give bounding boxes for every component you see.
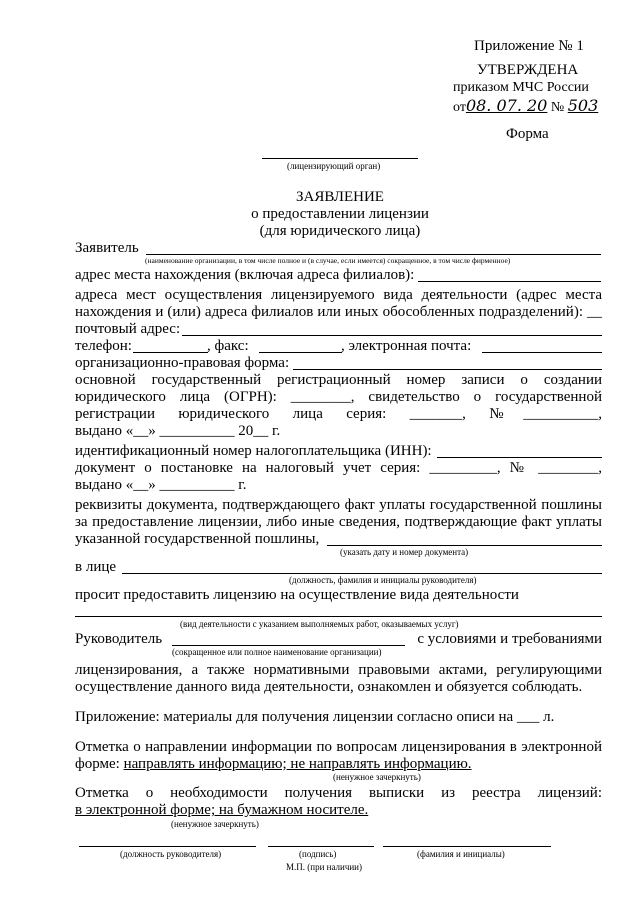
position-caption: (должность руководителя)	[120, 849, 222, 859]
mark1-options: направлять информацию; не направлять информацию.	[123, 756, 472, 772]
places-line-2: нахождения и (или) адреса филиалов или иных обособленных подразделений): __	[75, 304, 602, 320]
ogrn-line-3: регистрации юридического лица серия: _______, №__________,	[75, 406, 602, 422]
activity-line	[75, 616, 602, 617]
number-label: №	[550, 100, 565, 115]
mark1-prefix: форме:	[75, 756, 120, 772]
fee-line-3: указанной государственной пошлины,	[75, 531, 320, 547]
applicant-caption: (наименование организации, в том числе полное и (в случае, если имеется) сокращенное, в том числе фирменное)	[145, 256, 511, 265]
mark2-line-1: Отметка о необходимости получения выписки из реестра лицензий:	[75, 785, 602, 801]
places-line-1: адреса мест осуществления лицензируемого вида деятельности (адрес места	[75, 287, 602, 303]
request-text: просит предоставить лицензию на осуществление вида деятельности	[75, 587, 519, 603]
mark1-line-1: Отметка о направлении информации по вопросам лицензирования в электронной	[75, 739, 602, 755]
org-form-line	[293, 369, 602, 370]
mark2-caption: (ненужное зачеркнуть)	[171, 819, 259, 829]
fee-line-1: реквизиты документа, подтверждающего факт уплаты государственной пошлины	[75, 497, 602, 513]
order-date-line	[453, 97, 598, 116]
email-label: , электронная почта:	[341, 338, 472, 354]
document-subtitle-type: (для юридического лица)	[259, 223, 421, 239]
inn-label: идентификационный номер налогоплательщика (ИНН):	[75, 443, 432, 459]
phone-label: телефон:	[75, 338, 132, 354]
fee-caption: (указать дату и номер документа)	[340, 547, 469, 557]
postal-line	[182, 335, 602, 336]
name-caption: (фамилия и инициалы)	[417, 849, 505, 859]
appendix-label: Приложение № 1	[474, 38, 584, 54]
from-label: от	[453, 100, 466, 115]
authority-line	[262, 158, 418, 159]
tax-line-1: документ о постановке на налоговый учет серия: _________, № ________,	[75, 460, 602, 476]
head-caption: (сокращенное или полное наименование организации)	[172, 647, 382, 657]
fee-line	[327, 545, 602, 546]
ogrn-line-1: основной государственный регистрационный номер записи о создании	[75, 372, 602, 388]
org-form-label: организационно-правовая форма:	[75, 355, 290, 371]
person-line	[122, 573, 602, 574]
person-caption: (должность, фамилия и инициалы руководителя)	[289, 575, 477, 585]
seal-caption: М.П. (при наличии)	[286, 862, 362, 872]
approved-label: УТВЕРЖДЕНА	[477, 62, 579, 78]
applicant-label: Заявитель	[75, 240, 139, 256]
authority-caption: (лицензирующий орган)	[287, 161, 381, 171]
mark1-caption: (ненужное зачеркнуть)	[333, 772, 421, 782]
handwritten-date: 08. 07. 20	[465, 96, 548, 115]
order-label: приказом МЧС России	[453, 80, 589, 95]
head-line-3: осуществление данного вида деятельности, ознакомлен и обязуется соблюдать.	[75, 679, 583, 695]
person-label: в лице	[75, 559, 117, 575]
head-conditions: с условиями и требованиями	[417, 631, 602, 647]
attachment-text: Приложение: материалы для получения лицензии согласно описи на ___ л.	[75, 709, 555, 725]
signature-line	[268, 846, 374, 847]
applicant-line	[146, 254, 601, 255]
head-label: Руководитель	[75, 631, 163, 647]
fax-line	[259, 352, 342, 353]
mark1-line-2	[75, 755, 472, 773]
name-signature-line	[383, 846, 551, 847]
form-label: Форма	[506, 126, 549, 142]
head-line-2: лицензирования, а также нормативными правовыми актами, регулирующими	[75, 662, 602, 678]
address-label: адрес места нахождения (включая адреса филиалов):	[75, 267, 415, 283]
position-signature-line	[79, 846, 256, 847]
signature-caption: (подпись)	[299, 849, 337, 859]
document-title: ЗАЯВЛЕНИЕ	[296, 189, 384, 205]
ogrn-line-2: юридического лица (ОГРН): ________, свидетельство о государственной	[75, 389, 602, 405]
handwritten-number: 503	[567, 96, 599, 115]
postal-label: почтовый адрес:	[75, 321, 181, 337]
tax-line-2: выдано «__» __________ г.	[75, 477, 247, 493]
email-line	[482, 352, 602, 353]
head-org-line	[172, 645, 405, 646]
mark2-options: в электронной форме; на бумажном носителе.	[75, 802, 369, 818]
inn-line	[437, 457, 602, 458]
activity-caption: (вид деятельности с указанием выполняемых работ, оказываемых услуг)	[180, 619, 459, 629]
fee-line-2: за предоставление лицензии, либо иные сведения, подтверждающие факт уплаты	[75, 514, 602, 530]
phone-line	[133, 352, 208, 353]
address-line	[418, 281, 601, 282]
document-subtitle: о предоставлении лицензии	[251, 206, 429, 222]
ogrn-line-4: выдано «__» __________ 20__ г.	[75, 423, 281, 439]
fax-label: , факс:	[207, 338, 249, 354]
